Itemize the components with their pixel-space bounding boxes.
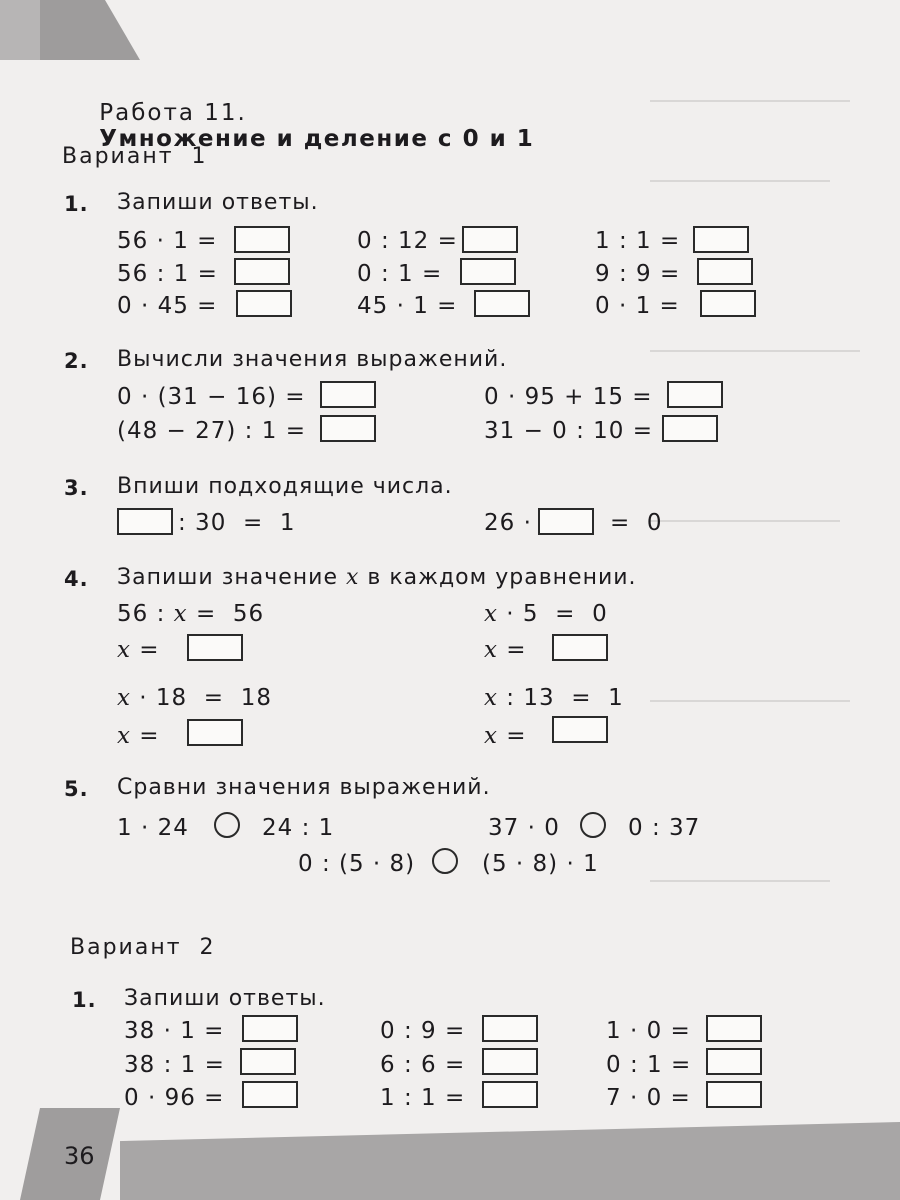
page-number: 36 xyxy=(64,1142,95,1170)
v2-task1-item: 38 · 1 = xyxy=(124,1018,225,1044)
v2-task1-item: 7 · 0 = xyxy=(606,1085,691,1111)
answer-box[interactable] xyxy=(538,508,594,535)
equals: = xyxy=(139,637,160,663)
answer-box[interactable] xyxy=(693,226,749,253)
eq1-right: = 56 xyxy=(195,601,265,627)
task2-instruction: Вычисли значения выражений. xyxy=(117,347,508,372)
task4-instruction-after: в каждом уравнении. xyxy=(359,565,637,590)
answer-box[interactable] xyxy=(482,1048,538,1075)
v2-task1-item: 6 : 6 = xyxy=(380,1052,466,1078)
var-x: x xyxy=(173,601,188,627)
equals: = xyxy=(506,637,527,663)
equals: = xyxy=(506,723,527,749)
task4-instruction xyxy=(117,565,637,590)
task1-item: 45 · 1 = xyxy=(357,293,458,319)
v2-task1-item: 1 · 0 = xyxy=(606,1018,691,1044)
answer-box[interactable] xyxy=(706,1015,762,1042)
answer-box[interactable] xyxy=(234,258,290,285)
v2-task1-item: 1 : 1 = xyxy=(380,1085,466,1111)
task1-item: 0 · 45 = xyxy=(117,293,218,319)
v2-task1-number: 1. xyxy=(72,988,97,1012)
answer-box[interactable] xyxy=(662,415,718,442)
task3-equation2-right: = 0 xyxy=(610,510,663,536)
answer-box[interactable] xyxy=(117,508,173,535)
eq1-left: 56 : xyxy=(117,601,166,627)
answer-box[interactable] xyxy=(320,415,376,442)
var-x: x xyxy=(484,685,498,711)
var-x: x xyxy=(484,601,498,627)
answer-box[interactable] xyxy=(667,381,723,408)
answer-line xyxy=(117,723,160,749)
answer-box[interactable] xyxy=(234,226,290,253)
task5-instruction: Сравни значения выражений. xyxy=(117,775,491,800)
v2-task1-item: 0 · 96 = xyxy=(124,1085,225,1111)
answer-line xyxy=(484,637,527,663)
answer-box[interactable] xyxy=(320,381,376,408)
compare-left: 1 · 24 xyxy=(117,815,189,841)
compare-right: 0 : 37 xyxy=(628,815,701,841)
answer-box[interactable] xyxy=(482,1081,538,1108)
answer-box[interactable] xyxy=(462,226,518,253)
answer-box[interactable] xyxy=(242,1015,298,1042)
task2-item: 0 · 95 + 15 = xyxy=(484,384,653,410)
task1-number: 1. xyxy=(64,192,89,216)
answer-box[interactable] xyxy=(552,716,608,743)
compare-circle[interactable] xyxy=(214,812,240,838)
compare-right: 24 : 1 xyxy=(262,815,335,841)
task3-equation1-rest: : 30 = 1 xyxy=(178,510,296,536)
compare-left: 0 : (5 · 8) xyxy=(298,851,416,877)
task2-item: 31 − 0 : 10 = xyxy=(484,418,654,444)
eq4-rest: : 13 = 1 xyxy=(506,685,624,711)
compare-circle[interactable] xyxy=(432,848,458,874)
task3-equation2-left: 26 · xyxy=(484,510,532,536)
answer-box[interactable] xyxy=(482,1015,538,1042)
compare-right: (5 · 8) · 1 xyxy=(482,851,599,877)
var-x: x xyxy=(484,637,498,663)
task1-item: 1 : 1 = xyxy=(595,228,681,254)
var-x: x xyxy=(117,637,131,663)
equation-2 xyxy=(484,601,608,627)
var-x: x xyxy=(117,685,131,711)
answer-box[interactable] xyxy=(187,719,243,746)
answer-line xyxy=(117,637,160,663)
task1-item: 56 · 1 = xyxy=(117,228,218,254)
v2-task1-instruction: Запиши ответы. xyxy=(124,986,326,1011)
task1-item: 0 · 1 = xyxy=(595,293,680,319)
answer-box[interactable] xyxy=(460,258,516,285)
answer-box[interactable] xyxy=(706,1081,762,1108)
answer-box[interactable] xyxy=(242,1081,298,1108)
task2-item: (48 − 27) : 1 = xyxy=(117,418,306,444)
equation-4 xyxy=(484,685,624,711)
variant1-label: Вариант 1 xyxy=(62,144,208,169)
task5-number: 5. xyxy=(64,777,89,801)
task1-item: 9 : 9 = xyxy=(595,261,681,287)
work-title-text: Умножение и деление с 0 и 1 xyxy=(99,126,535,152)
compare-left: 37 · 0 xyxy=(488,815,560,841)
var-x: x xyxy=(117,723,131,749)
task3-number: 3. xyxy=(64,476,89,500)
answer-box[interactable] xyxy=(700,290,756,317)
answer-box[interactable] xyxy=(240,1048,296,1075)
answer-line xyxy=(484,723,527,749)
task2-number: 2. xyxy=(64,349,89,373)
bleed-through-background xyxy=(640,60,900,1100)
task2-item: 0 · (31 − 16) = xyxy=(117,384,306,410)
answer-box[interactable] xyxy=(697,258,753,285)
task1-item: 0 : 1 = xyxy=(357,261,443,287)
task4-number: 4. xyxy=(64,567,89,591)
v2-task1-item: 38 : 1 = xyxy=(124,1052,225,1078)
equation-1 xyxy=(117,601,264,627)
bottom-band-decoration xyxy=(0,1108,900,1200)
variant2-label: Вариант 2 xyxy=(70,935,216,960)
answer-box[interactable] xyxy=(187,634,243,661)
v2-task1-item: 0 : 9 = xyxy=(380,1018,466,1044)
compare-circle[interactable] xyxy=(580,812,606,838)
task3-instruction: Впиши подходящие числа. xyxy=(117,474,453,499)
v2-task1-item: 0 : 1 = xyxy=(606,1052,692,1078)
task4-instruction-before: Запиши значение xyxy=(117,565,346,590)
eq3-rest: · 18 = 18 xyxy=(139,685,272,711)
top-corner-decoration xyxy=(0,0,900,60)
answer-box[interactable] xyxy=(236,290,292,317)
eq2-rest: · 5 = 0 xyxy=(506,601,608,627)
equals: = xyxy=(139,723,160,749)
task1-item: 56 : 1 = xyxy=(117,261,218,287)
work-prefix: Работа 11. xyxy=(99,100,247,126)
answer-box[interactable] xyxy=(706,1048,762,1075)
equation-3 xyxy=(117,685,272,711)
task1-instruction: Запиши ответы. xyxy=(117,190,319,215)
task1-item: 0 : 12 = xyxy=(357,228,458,254)
task4-instruction-var: x xyxy=(346,565,360,590)
answer-box[interactable] xyxy=(474,290,530,317)
var-x: x xyxy=(484,723,498,749)
answer-box[interactable] xyxy=(552,634,608,661)
